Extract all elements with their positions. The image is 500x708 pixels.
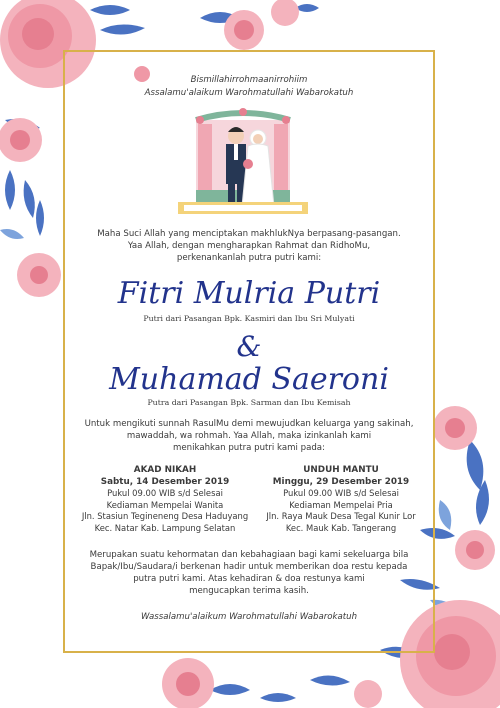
closing-line-4: mengucapkan terima kasih. [189,586,309,596]
akad-area: Kec. Natar Kab. Lampung Selatan [94,522,236,533]
unduh-place: Kediaman Mempelai Pria [289,499,393,510]
unduh-time: Pukul 09.00 WIB s/d Selesai [283,488,399,499]
bismillah-text: Bismillahirrohmaanirrohiim [190,75,308,85]
akad-street: Jln. Stasiun Tegineneng Desa Haduyang [81,511,249,522]
unduh-date: Minggu, 29 Desember 2019 [272,476,410,487]
floral-bottom-left-decoration [150,650,390,708]
intro-line-1: Maha Suci Allah yang menciptakan makhlukNya berpasang-pasangan. [97,229,401,239]
bride-parents: Putri dari Pasangan Bpk. Kasmiri dan Ibu Sri Mulyati [143,314,355,323]
akad-date: Sabtu, 14 Desember 2019 [100,476,230,487]
intro-line-2: Yaa Allah, dengan mengharapkan Rahmat dan RidhoMu, [127,241,371,251]
closing-line-3: putra putri kami. Atas kehadiran & doa restunya kami [133,574,365,584]
floral-left-middle-decoration [14,250,64,300]
invite-line-2: mawaddah, wa rohmah. Yaa Allah, maka izinkanlah kami [126,431,372,441]
akad-nikah-details [80,465,250,535]
unduh-title: UNDUH MANTU [303,465,379,475]
wedding-couple-illustration [178,108,308,220]
ampersand: & [236,330,262,363]
bride-name: Fitri Mulria Putri [117,276,381,311]
intro-line-3: perkenankanlah putra putri kami: [176,253,322,263]
unduh-street: Jln. Raya Mauk Desa Tegal Kunir Lor [266,511,416,522]
closing-line-1: Merupakan suatu kehormatan dan kebahagiaan bagi kami sekeluarga bila [89,550,409,560]
invite-line-1: Untuk mengikuti sunnah RasulMu demi mewujudkan keluarga yang sakinah, [84,419,414,429]
unduh-area: Kec. Mauk Kab. Tangerang [285,522,397,533]
akad-time: Pukul 09.00 WIB s/d Selesai [107,488,223,499]
salam-opening-text: Assalamu'alaikum Warohmatullahi Wabarokatuh [144,88,354,98]
groom-parents: Putra dari Pasangan Bpk. Sarman dan Ibu Kemisah [147,398,351,407]
groom-name: Muhamad Saeroni [109,362,389,397]
akad-title: AKAD NIKAH [133,465,197,475]
closing-line-2: Bapak/Ibu/Saudara/i berkenan hadir untuk memberikan doa restu kepada [90,562,408,572]
akad-place: Kediaman Mempelai Wanita [106,499,224,510]
unduh-mantu-details [256,465,426,535]
wassalam-closing-text: Wassalamu'alaikum Warohmatullahi Wabarokatuh [140,612,358,622]
invite-line-3: menikahkan putra putri kami pada: [173,443,325,453]
